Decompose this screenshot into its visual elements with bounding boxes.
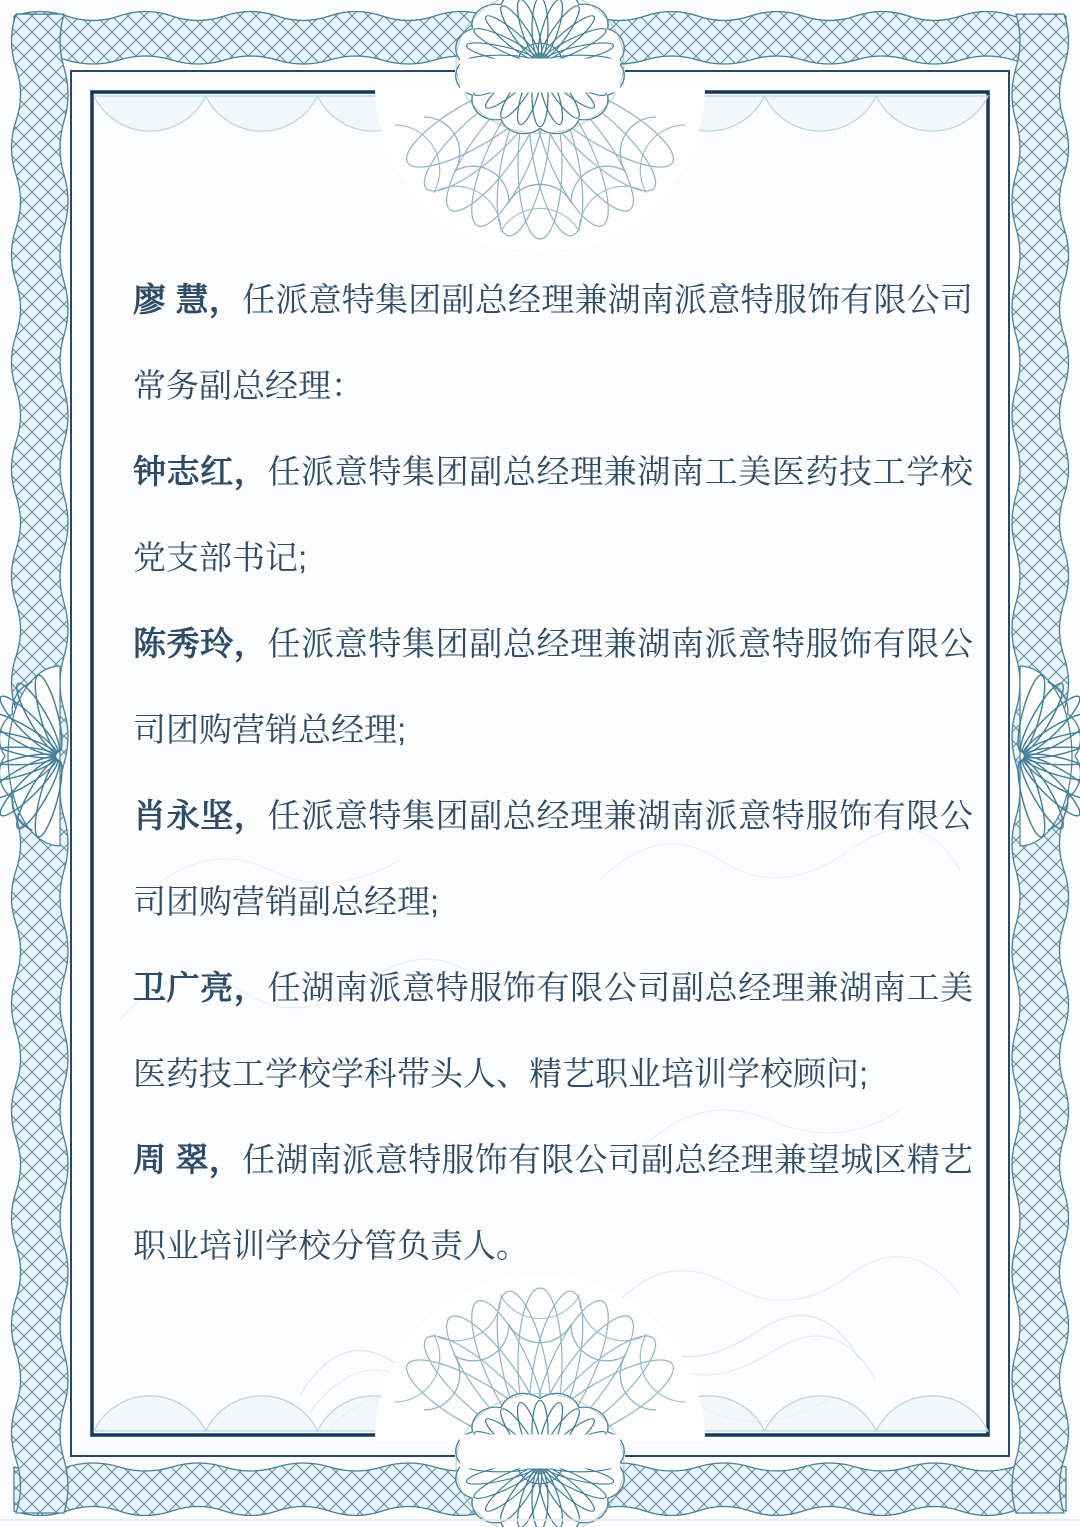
appointment-text (133, 257, 973, 1289)
appointment-paragraph (133, 257, 973, 429)
appointment-paragraph (133, 601, 973, 773)
appointment-paragraph (133, 429, 973, 601)
left-edge-ornament (0, 666, 67, 846)
appointment-paragraph (133, 1117, 973, 1289)
person-name: 陈秀玲， (133, 625, 268, 662)
appointment-detail: 任湖南派意特服饰有限公司副总经理兼望城区精艺职业培训学校分管负责人。 (133, 1141, 974, 1264)
person-name: 卫广亮， (133, 969, 268, 1006)
appointment-detail: 任派意特集团副总经理兼湖南派意特服饰有限公司团购营销副总经理; (133, 797, 973, 920)
appointment-paragraph (133, 773, 973, 945)
appointment-detail: 任湖南派意特服饰有限公司副总经理兼湖南工美医药技工学校学科带头人、精艺职业培训学校顾问; (133, 969, 973, 1092)
appointment-detail: 任派意特集团副总经理兼湖南派意特服饰有限公司常务副总经理： (133, 281, 974, 404)
person-name: 肖永坚， (133, 797, 268, 834)
person-name: 周 翠， (133, 1141, 243, 1178)
right-edge-ornament (1013, 666, 1080, 846)
appointment-detail: 任派意特集团副总经理兼湖南工美医药技工学校党支部书记; (133, 453, 973, 576)
person-name: 钟志红， (133, 453, 268, 490)
appointment-detail: 任派意特集团副总经理兼湖南派意特服饰有限公司团购营销总经理; (133, 625, 973, 748)
person-name: 廖 慧， (133, 281, 243, 318)
appointment-paragraph (133, 945, 973, 1117)
bottom-edge-shadow (0, 1519, 1080, 1521)
